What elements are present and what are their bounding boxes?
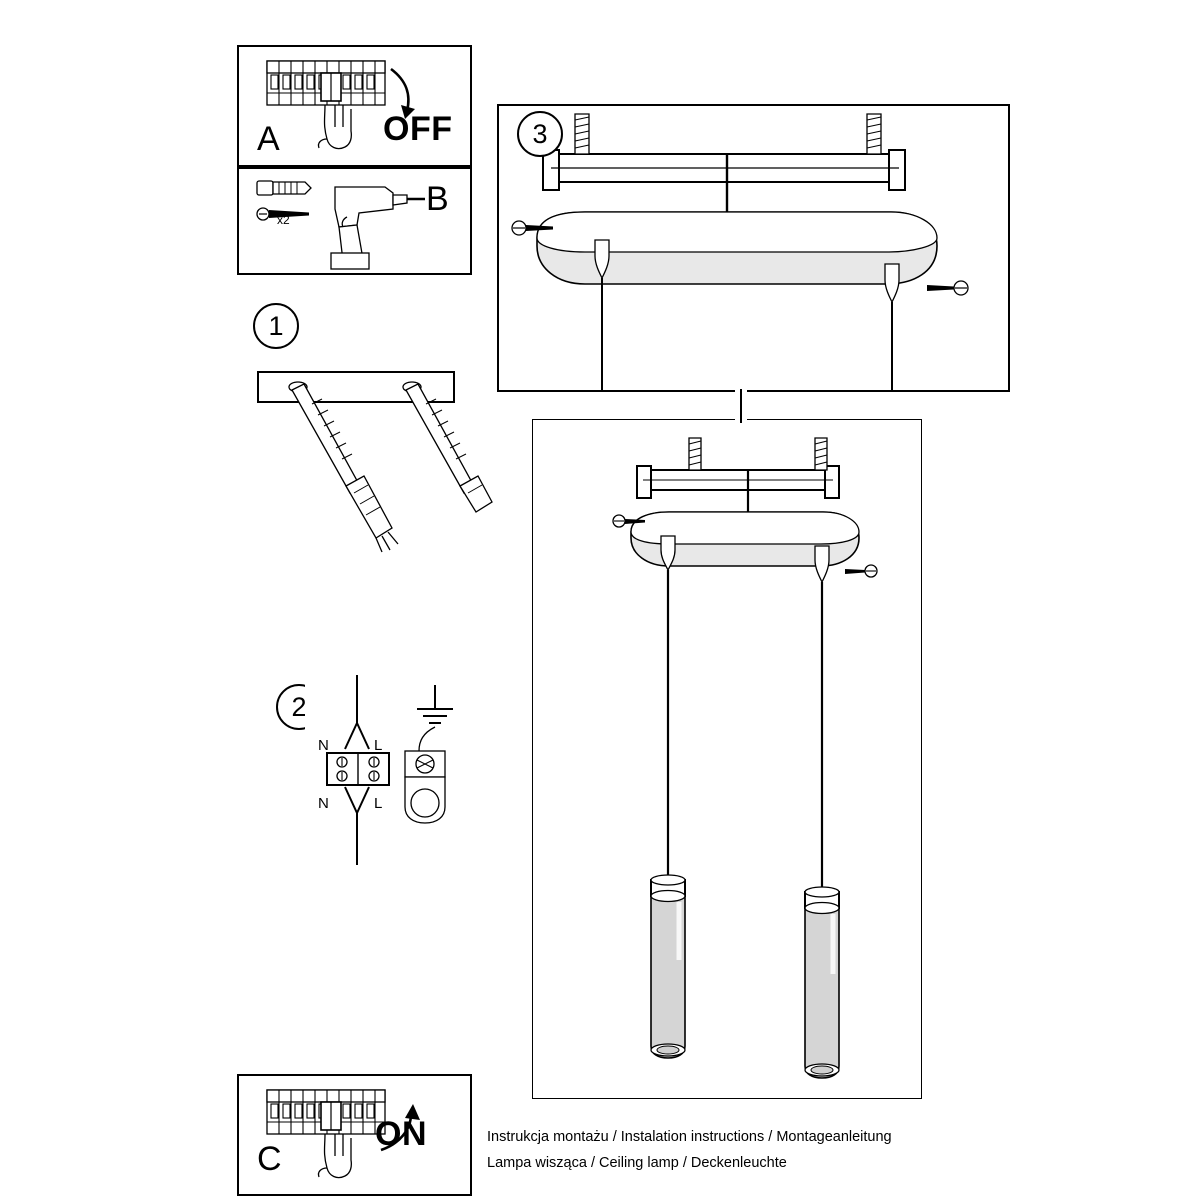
footer-text bbox=[487, 1124, 892, 1176]
panel-lamp-assembly bbox=[532, 419, 922, 1099]
terminal-wiring-illustration bbox=[305, 665, 485, 880]
pendant-shade-left bbox=[651, 875, 685, 1058]
panel-step-3 bbox=[497, 104, 1010, 392]
step-number-2: 2 bbox=[276, 684, 322, 730]
pendant-shade-right bbox=[805, 887, 839, 1078]
label-step-a: A bbox=[257, 120, 280, 158]
footer-line-1: Instrukcja montażu / Instalation instructions / Montageanleitung bbox=[487, 1129, 892, 1145]
label-step-c: C bbox=[257, 1140, 282, 1178]
terminal-label-n-top: N bbox=[318, 737, 329, 754]
terminal-label-n-bottom: N bbox=[318, 795, 329, 812]
terminal-label-l-top: L bbox=[374, 737, 383, 754]
step-number-3: 3 bbox=[517, 111, 563, 157]
assembled-lamp-illustration bbox=[533, 420, 921, 1098]
lamp-mounting-detail bbox=[499, 106, 1008, 390]
label-step-b: B bbox=[426, 180, 449, 218]
label-plug-quantity: x2 bbox=[277, 213, 290, 227]
bracket-mounting-illustration bbox=[240, 360, 500, 560]
label-on: ON bbox=[375, 1115, 427, 1153]
panel-connector-line bbox=[735, 389, 747, 423]
terminal-label-l-bottom: L bbox=[374, 795, 383, 812]
footer-line-2: Lampa wisząca / Ceiling lamp / Deckenleuchte bbox=[487, 1155, 787, 1171]
step-number-1: 1 bbox=[253, 303, 299, 349]
label-off: OFF bbox=[383, 110, 453, 148]
